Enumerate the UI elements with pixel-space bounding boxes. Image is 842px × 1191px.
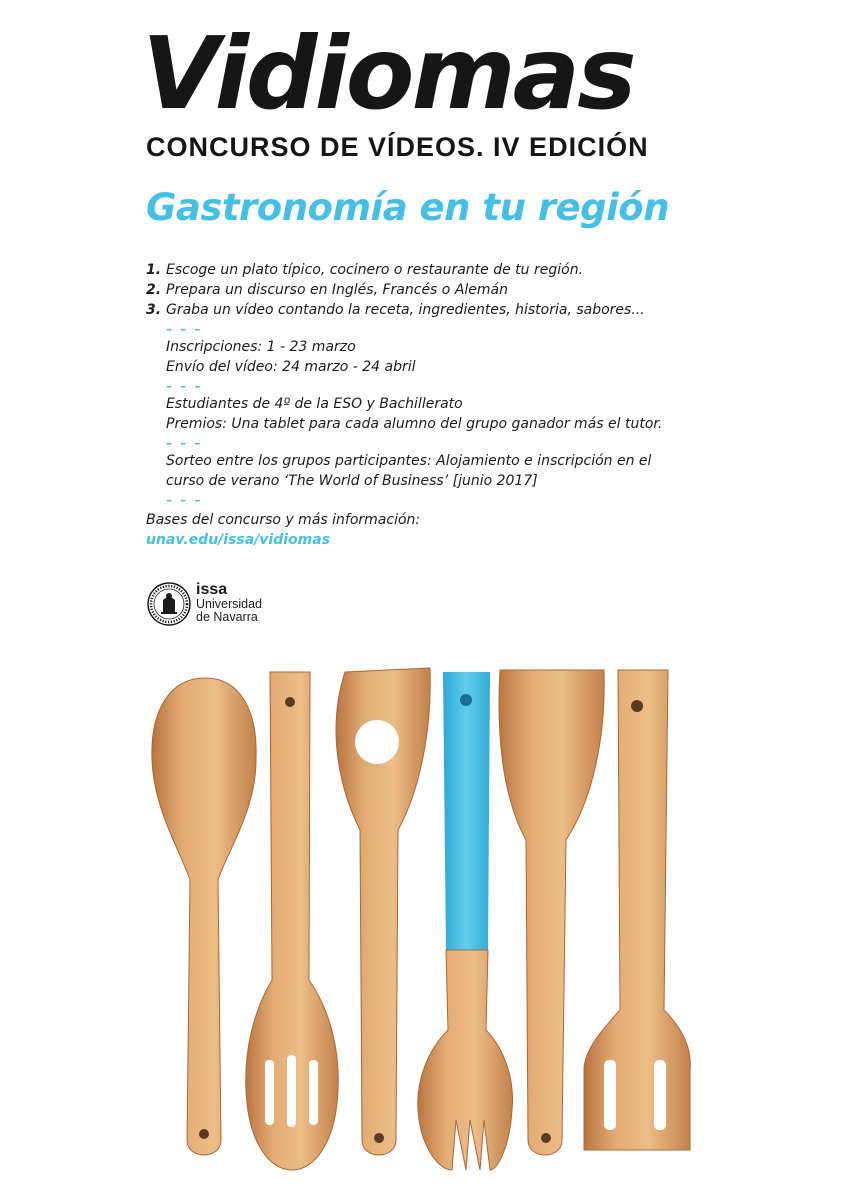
- separator: – – –: [166, 379, 203, 393]
- logo-brand: issa: [196, 581, 228, 598]
- eligible-students: Estudiantes de 4º de la ESO y Bachillerato: [166, 396, 463, 412]
- separator: – – –: [166, 436, 203, 450]
- step-number: 1.: [146, 262, 162, 278]
- step-text: Escoge un plato típico, cocinero o restaurante de tu región.: [166, 262, 584, 278]
- wooden-utensils-illustration: [0, 650, 842, 1190]
- raffle-line-2: curso de verano ‘The World of Business’ [junio 2017]: [166, 472, 538, 489]
- submission-dates: Envío del vídeo: 24 marzo - 24 abril: [166, 358, 416, 375]
- step-item: [146, 260, 645, 280]
- raffle-line-1: Sorteo entre los grupos participantes: Alojamiento e inscripción en el: [166, 453, 652, 469]
- steps-list: [146, 260, 645, 320]
- wooden-spoon-icon: [152, 678, 256, 1155]
- step-item: [146, 280, 645, 300]
- logo-line-1: Universidad: [196, 597, 263, 611]
- spatula-with-hole-icon: [336, 668, 430, 1155]
- poster-title: Vidiomas: [142, 15, 634, 132]
- registration-dates: Inscripciones: 1 - 23 marzo: [166, 339, 356, 355]
- contest-link[interactable]: unav.edu/issa/vidiomas: [146, 532, 331, 548]
- blue-handle-fork-icon: [418, 672, 513, 1170]
- separator: – – –: [166, 322, 203, 336]
- step-number: 2.: [146, 282, 162, 298]
- step-text: Prepara un discurso en Inglés, Francés o Alemán: [166, 282, 508, 298]
- university-seal-icon: [146, 576, 192, 632]
- university-logo: [146, 576, 346, 636]
- contest-theme: Gastronomía en tu región: [146, 186, 670, 229]
- separator: – – –: [166, 493, 203, 507]
- step-text: Graba un vídeo contando la receta, ingredientes, historia, sabores...: [166, 302, 645, 318]
- step-item: [146, 300, 645, 320]
- contest-info: [166, 320, 662, 509]
- poster-subtitle: CONCURSO DE VÍDEOS. IV EDICIÓN: [146, 132, 649, 162]
- prizes: Premios: Una tablet para cada alumno del grupo ganador más el tutor.: [166, 415, 663, 432]
- logo-line-2: de Navarra: [196, 610, 258, 624]
- step-number: 3.: [146, 302, 162, 318]
- more-info: [146, 510, 420, 550]
- more-info-label: Bases del concurso y más información:: [146, 512, 421, 528]
- logo-text: [196, 582, 262, 624]
- slotted-spoon-icon: [246, 672, 339, 1170]
